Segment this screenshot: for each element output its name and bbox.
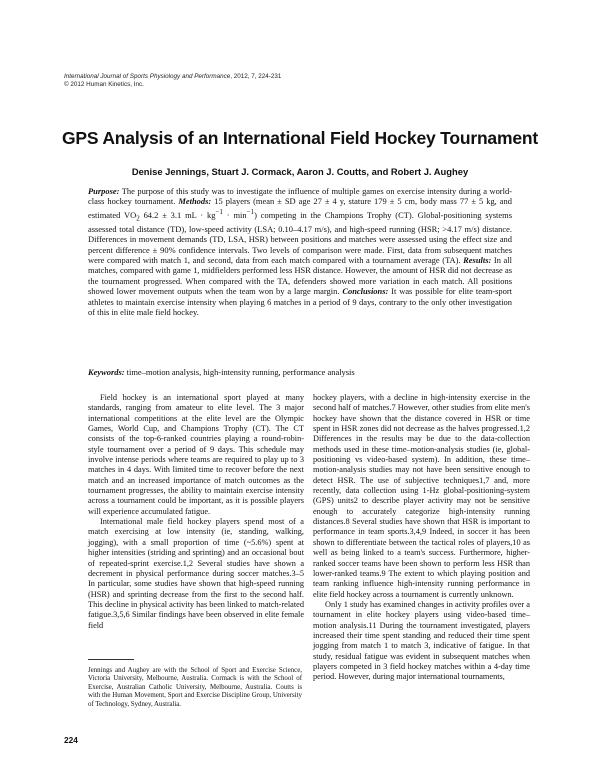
abstract bbox=[88, 186, 512, 317]
page-number: 224 bbox=[64, 735, 78, 745]
purpose-label: Purpose: bbox=[88, 186, 120, 196]
vo2-subscript: 2 bbox=[136, 214, 140, 223]
results-text: In all matches, compared with game 1, midfielders performed less HSR distance. However, the amount of HSR did not decrease as the tournament progressed. When compared with the TA, defenders showed more variation in each match. All positions showed lower movement outputs when the team won by a large margin. bbox=[88, 254, 512, 297]
body-paragraph: Field hockey is an international sport played at many standards, ranging from amateur to elite level. The 3 major international competitions at the elite level are the Olympic Games, World Cup, and Champions Trophy (CT). The CT consists of the top-6-ranked countries playing a round-robin-style tournament over a period of 9 days. This schedule may involve intense periods where teams are required to play up to 3 matches in 4 days. With limited time to recover before the next match and an increased importance of match outcomes as the tournament progresses, the ability to maintain exercise intensity across a tournament could be important, as it is possible players will experience accumulated fatigue. bbox=[88, 393, 304, 516]
methods-text: ) competing in the Champions Trophy (CT). Global-positioning systems assessed total distance (TD), low-speed activity (LSA; 0.10–4.17 m/s), and high-speed running (HSR; >4.17 m/s) distance. Differences in movement demands (TD, LSA, HSR) between positions and matches were assessed using the effect size and percent difference ± 90% confidence intervals. Two levels of comparison were made. First, data from subsequent matches were compared with match 1, and second, data from each match compared with a tournament average (TA). bbox=[88, 209, 512, 265]
methods-text: 15 players (mean ± SD age 27 ± 4 y, stature 179 ± 5 cm, body mass 77 ± 5 kg, and estimated VO bbox=[88, 196, 512, 220]
purpose-text: The purpose of this study was to investigate the influence of multiple games on exercise intensity during a world-class hockey tournament. bbox=[88, 186, 512, 207]
conclusions-label: Conclusions: bbox=[342, 286, 389, 297]
conclusions-text: It was possible for elite team-sport athletes to maintain exercise intensity when playing 6 matches in a period of 9 days, contrary to the only other investigation of this in elite male field hockey. bbox=[88, 286, 512, 317]
journal-header bbox=[64, 73, 281, 90]
unit-superscript: −1 bbox=[215, 207, 223, 216]
keywords bbox=[88, 367, 512, 377]
body-column-right bbox=[313, 393, 530, 683]
journal-volume: , 2012, 7, 224-231 bbox=[230, 73, 282, 80]
author-list: Denise Jennings, Stuart J. Cormack, Aaron J. Coutts, and Robert J. Aughey bbox=[131, 166, 469, 177]
keywords-label: Keywords: bbox=[88, 367, 125, 377]
article-title: GPS Analysis of an International Field Hockey Tournament bbox=[62, 128, 538, 148]
copyright: © 2012 Human Kinetics, Inc. bbox=[64, 81, 144, 89]
body-paragraph: International male field hockey players spend most of a match exercising at low intensity (ie, standing, walking, jogging), with a small proportion of time (~5.6%) spent at higher intensities (striding and sprinting) and an occasional bout of repeated-sprint exercise.1,2 Several studies have shown a decrement in physical performance during soccer matches.3–5 In particular, some studies have shown that high-speed running (HSR) and sprinting decrease from the first to the second half. This decline in physical activity has been linked to match-related fatigue.3,5,6 Similar findings have been observed in elite female field bbox=[88, 517, 304, 630]
body-column-left bbox=[88, 393, 304, 631]
body-paragraph: Only 1 study has examined changes in activity profiles over a tournament in elite hockey players using video-based time–motion analysis.11 During the tournament investigated, players increased their time spent standing and reduced their time spent jogging from match 1 to match 3, indicative of fatigue. In that study, residual fatigue was evident in subsequent matches when players competed in 3 field hockey matches within a 4-day time period. However, during major international tournaments, bbox=[313, 599, 530, 682]
author-affiliation-footnote: Jennings and Aughey are with the School of Sport and Exercise Science, Victoria University, Melbourne, Australia. Cormack is with the School of Exercise, Australian Catholic University, Melbourne, Australia. Coutts is with the Human Movement, Sport and Exercise Discipline Group, University of Technology, Sydney, Australia. bbox=[88, 667, 302, 708]
body-paragraph: hockey players, with a decline in high-intensity exercise in the second half of matches.7 However, other studies from elite men's hockey have shown that the distance covered in HSR or time spent in HSR zones did not decrease as the halves progressed.1,2 Differences in the results may be due to the data-collection methods used in these time–motion-analysis studies (ie, global-positioning vs video-based system). In addition, these time–motion-analysis studies may not have been sensitive enough to detect HSR. The use of subjective techniques1,7 and, more recently, data collection using 1-Hz global-positioning-system (GPS) units2 to describe player activity may not be sensitive enough to accurately categorize high-intensity running distances.8 Several studies have shown that HSR is important to performance in team sports.3,4,9 Indeed, in soccer it has been shown to differentiate between the tactical roles of players,10 as well as being linked to a team's success. Furthermore, higher-ranked soccer teams have been shown to perform less HSR than lower-ranked teams.9 The extent to which playing position and team ranking influence high-intensity running performance in elite field hockey across a tournament is currently unknown. bbox=[313, 393, 530, 599]
footnote-divider bbox=[88, 659, 134, 660]
methods-text: · min bbox=[222, 209, 247, 220]
journal-name: International Journal of Sports Physiology and Performance bbox=[64, 73, 231, 80]
results-label: Results: bbox=[463, 254, 492, 265]
keywords-text: time–motion analysis, high-intensity running, performance analysis bbox=[124, 367, 355, 377]
unit-superscript: −1 bbox=[246, 207, 255, 216]
methods-text: 64.2 ± 3.1 mL · kg bbox=[139, 209, 216, 220]
methods-label: Methods: bbox=[178, 196, 212, 207]
